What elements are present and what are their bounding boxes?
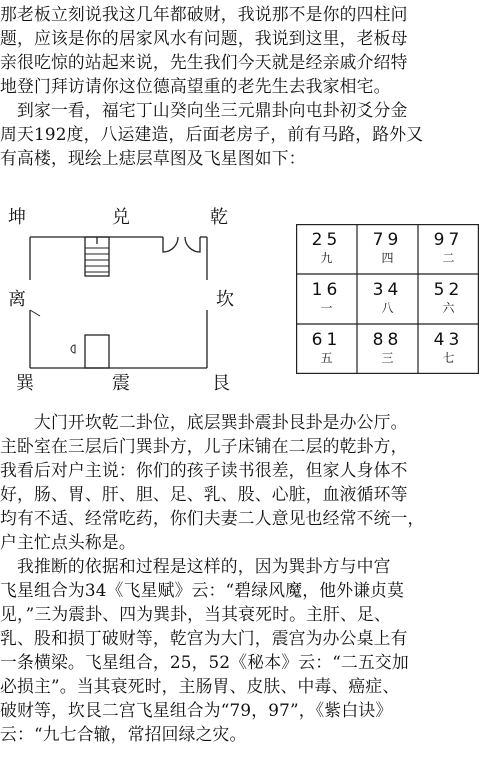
grid-cell-6 (418, 274, 479, 324)
cell-period: 五 (320, 351, 333, 365)
fixture-left (71, 345, 75, 353)
stair-steps (85, 248, 109, 272)
cell-period: 七 (442, 351, 455, 365)
flying-star-grid (296, 224, 479, 374)
label-li: 离 (8, 289, 26, 310)
label-xun: 巽 (16, 373, 34, 394)
text-line: 云：“九七合辙，常招回绿之灾。 (0, 724, 247, 744)
text-line: 户主忙点头称是。 (0, 532, 136, 552)
door-left (30, 310, 40, 316)
text-line: 到家一看，福宅丁山癸向坐三元鼎卦向屯卦初爻分金 (0, 100, 408, 120)
door-swing-left (163, 237, 178, 252)
text-line: 均有不适、经常吃药，你们夫妻二人意见也经常不统一， (0, 508, 425, 528)
cell-period: 四 (381, 251, 394, 265)
grid-cell-8 (357, 324, 418, 374)
cell-stars: 88 (372, 330, 403, 350)
grid-cell-7 (296, 324, 357, 374)
grid-cell-1 (296, 224, 357, 274)
text-line: 大门开坎乾二卦位，底层巽卦震卦艮卦是办公厅。 (0, 412, 408, 432)
cell-stars: 52 (433, 280, 464, 300)
text-line: 好，肠、胃、肝、胆、足、乳、股、心脏，血液循环等 (0, 484, 408, 504)
label-kan: 坎 (216, 289, 234, 310)
cell-period: 二 (442, 251, 455, 265)
cell-stars: 25 (311, 230, 342, 250)
cell-stars: 43 (433, 330, 464, 350)
cell-period: 三 (381, 351, 394, 365)
text-line: 乳、股和损丁破财等，乾宫为大门，震宫为办公桌上有 (0, 628, 408, 648)
cell-period: 九 (320, 251, 333, 265)
text-line: 一条横梁。飞星组合，25，52《秘本》云：“二五交加 (0, 652, 409, 672)
grid-cell-2 (357, 224, 418, 274)
floor-plan-sketch (0, 200, 270, 400)
cell-period: 六 (442, 301, 455, 315)
text-line: 我推断的依据和过程是这样的，因为巽卦方与中宫 (0, 556, 391, 576)
text-line: 必损主”。当其衰死时，主肠胃、皮肤、中毒、癌症、 (0, 676, 400, 696)
cell-period: 一 (320, 301, 333, 315)
cell-period: 八 (381, 301, 394, 315)
text-line: 主卧室在三层后门巽卦方，儿子床铺在二层的乾卦方， (0, 436, 408, 456)
text-line: 亲很吃惊的站起来说，先生我们今天就是经亲戚介绍特 (0, 52, 408, 72)
label-dui: 兑 (112, 207, 130, 228)
text-line: 周天192度，八运建造，后面老房子，前有马路，路外又 (0, 124, 424, 144)
label-zhen: 震 (112, 373, 130, 394)
text-line: 我看后对户主说：你们的孩子读书很差，但家人身体不 (0, 460, 408, 480)
cell-stars: 97 (433, 230, 464, 250)
grid-cell-5 (357, 274, 418, 324)
grid-cell-3 (418, 224, 479, 274)
door-swing-right (185, 237, 200, 252)
text-line: 破财等，坎艮二宫飞星组合为“79，97”，《紫白诀》 (0, 700, 393, 720)
label-qian: 乾 (210, 207, 228, 228)
bottom-door-frame (85, 335, 109, 368)
grid-cell-4 (296, 274, 357, 324)
cell-stars: 79 (372, 230, 403, 250)
cell-stars: 61 (311, 330, 342, 350)
grid-cell-9 (418, 324, 479, 374)
label-gen: 艮 (212, 373, 230, 394)
label-kun: 坤 (8, 207, 26, 228)
text-line: 见，”三为震卦、四为巽卦，当其衰死时。主肝、足、 (0, 604, 391, 624)
cell-stars: 16 (311, 280, 342, 300)
text-line: 题，应该是你的居家风水有问题，我说到这里，老板母 (0, 28, 408, 48)
text-line: 有高楼，现绘上痣层草图及飞星图如下： (0, 148, 306, 168)
text-line: 飞星组合为34《飞星赋》云：“碧绿风魔，他外谦贞莫 (0, 580, 405, 600)
floor-plan-drawing (0, 200, 270, 400)
text-line: 地登门拜访请你这位德高望重的老先生去我家相宅。 (0, 76, 391, 96)
cell-stars: 34 (372, 280, 403, 300)
text-line: 那老板立刻说我这几年都破财，我说那不是你的四柱问 (0, 4, 408, 24)
